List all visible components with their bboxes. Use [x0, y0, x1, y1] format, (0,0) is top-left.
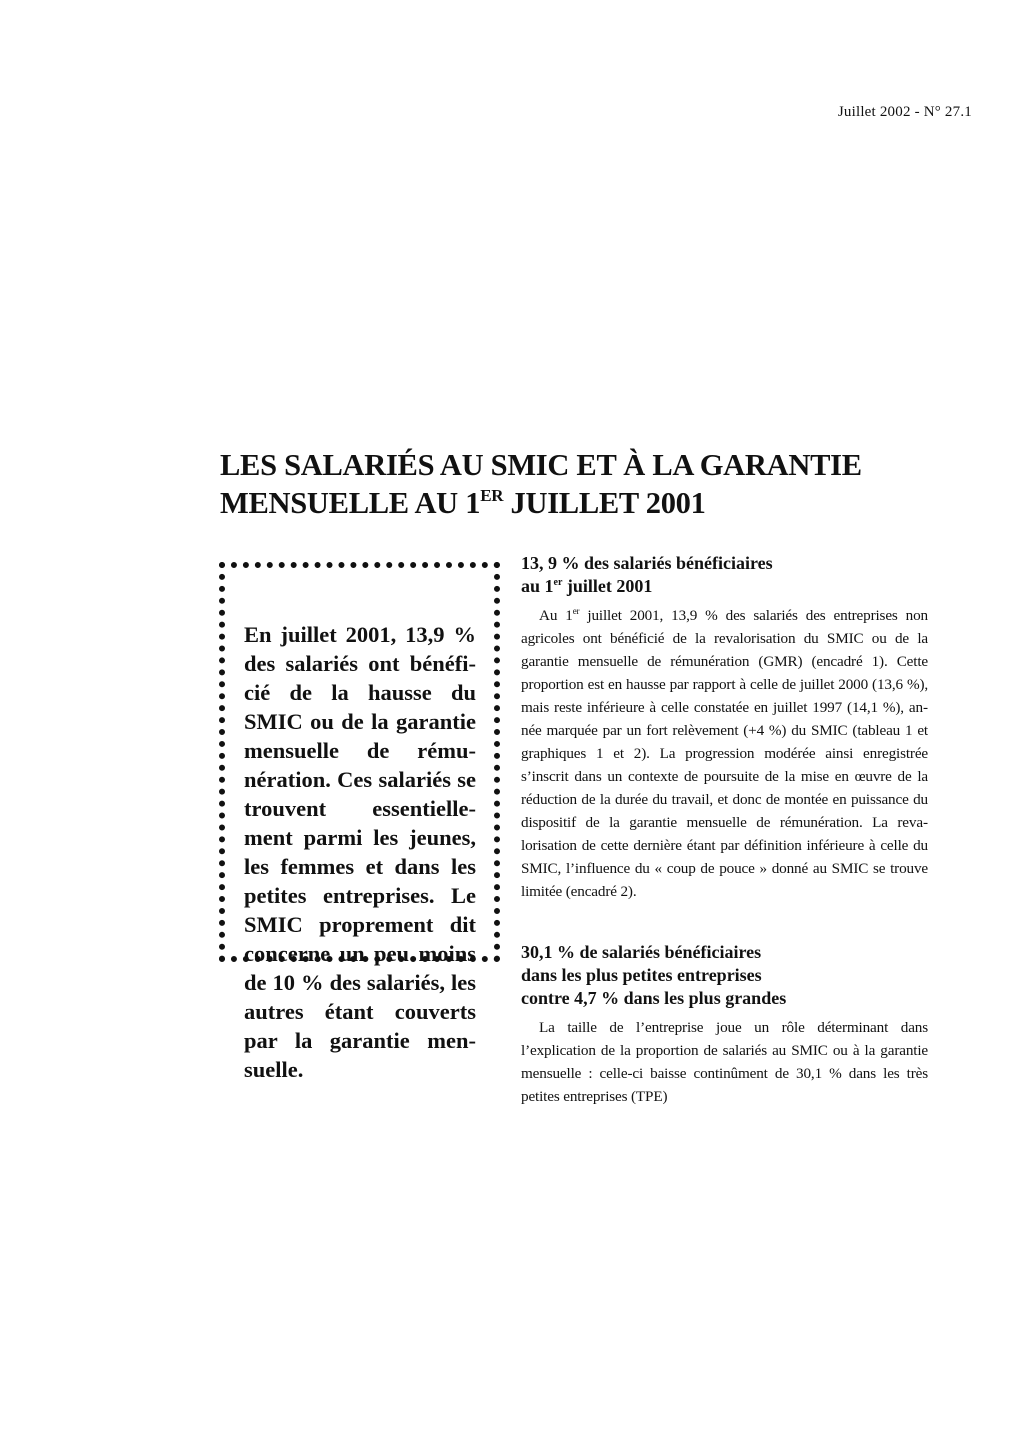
- section-1-heading: [521, 552, 928, 598]
- section-1-heading-line-2-end: juillet 2001: [562, 576, 653, 596]
- title-line-2-start: MENSUELLE AU 1: [220, 486, 481, 520]
- section-2-heading-line-3: contre 4,7 % dans les plus grandes: [521, 988, 787, 1008]
- section-1-heading-line-1: 13, 9 % des salariés bénéficiaires: [521, 553, 773, 573]
- section-1-paragraph: [521, 604, 928, 903]
- section-2-heading-line-1: 30,1 % de salariés bénéficiaires: [521, 942, 762, 962]
- issue-reference: Juillet 2002 - N° 27.1: [837, 104, 972, 120]
- title-superscript: ER: [480, 486, 504, 505]
- section-2-heading-line-2: dans les plus petites entreprises: [521, 965, 762, 985]
- section-1-paragraph-rest: juillet 2001, 13,9 % des salariés des entreprises non agricoles ont bénéficié de la revalorisation du SMIC ou de la garantie mensuelle de rémunération (GMR) (encadré 1). Cette proportion est en hausse par rapport à celle de juillet 2000 (13,6 %), mais reste inférieure à celle constatée en juillet 1997 (14,1 %), année marquée par un fort relèvement (+4 %) du SMIC (tableau 1 et graphiques 1 et 2). La progression modérée ainsi enregistrée s’inscrit dans un contexte de poursuite de la mise en œuvre de la réduction de la durée du travail, et donc de montée en puissance du dispositif de la garantie mensuelle de rémunération. La revalorisation de cette dernière étant par définition inférieure à celle du SMIC, l’influence du « coup de pouce » donné au SMIC se trouve limitée (encadré 2).: [521, 607, 928, 900]
- section-1-heading-line-2-start: au 1: [521, 576, 554, 596]
- article-column: [521, 552, 928, 1108]
- summary-text: En juillet 2001, 13,9 % des salariés ont bénéficié de la hausse du SMIC ou de la garantie mensuelle de rémunération. Ces salariés se trouvent essentiellement parmi les jeunes, les femmes et dans les petites entreprises. Le SMIC proprement dit concerne un peu moins de 10 % des salariés, les autres étant couverts par la garantie mensuelle.: [244, 622, 476, 1082]
- section-1-paragraph-superscript: er: [572, 606, 580, 616]
- section-2-heading: [521, 941, 928, 1010]
- section-1-heading-superscript: er: [553, 577, 563, 588]
- section-1-paragraph-start: Au 1: [539, 607, 573, 624]
- section-2-paragraph: La taille de l’entreprise joue un rôle déterminant dans l’explication de la proportion de salariés au SMIC ou à la garantie mensuelle : celle-ci baisse continûment de 30,1 % dans les très petites entreprises (TPE): [521, 1019, 928, 1105]
- title-line-2-end: JUILLET 2001: [503, 486, 706, 520]
- page-title: [220, 446, 940, 522]
- title-line-1: LES SALARIÉS AU SMIC ET À LA GARANTIE: [220, 448, 862, 482]
